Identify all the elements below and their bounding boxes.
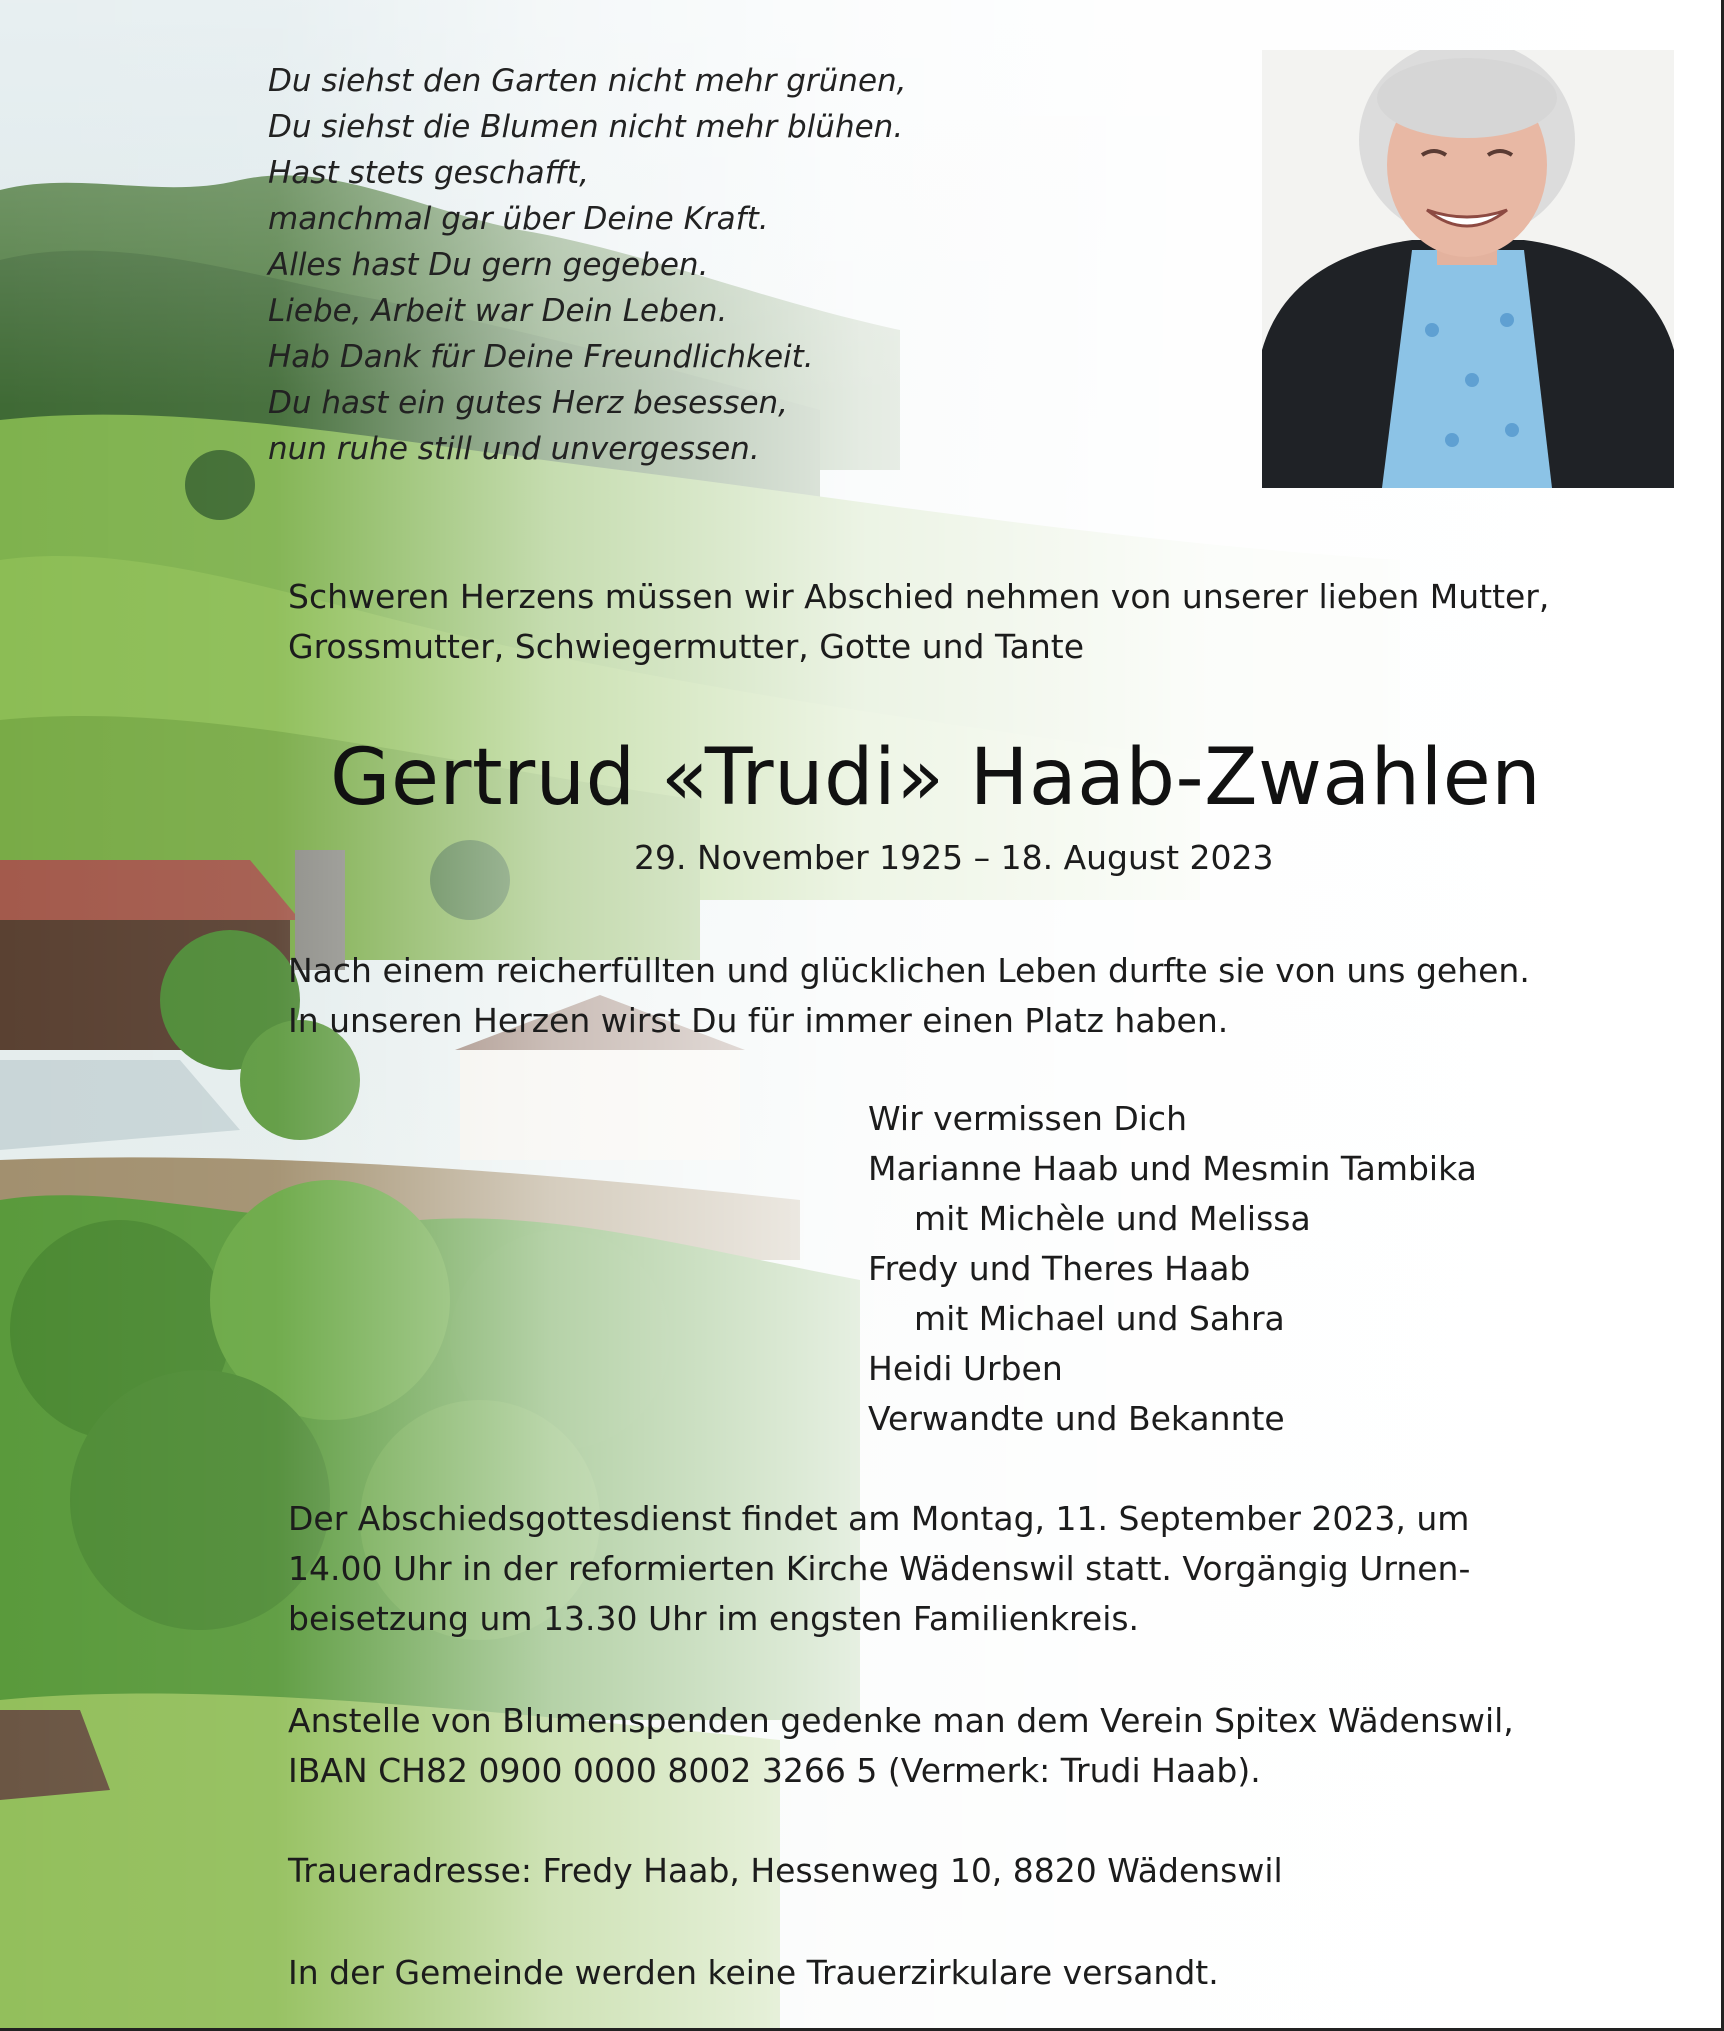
poem-line: Du hast ein gutes Herz besessen, — [268, 385, 789, 421]
deceased-name: Gertrud «Trudi» Haab-Zwahlen — [330, 733, 1542, 823]
donation-line: IBAN CH82 0900 0000 8002 3266 5 (Vermerk: Trudi Haab). — [288, 1751, 1261, 1790]
poem-line: Hab Dank für Deine Freundlichkeit. — [268, 339, 814, 375]
poem-line: Du siehst den Garten nicht mehr grünen, — [268, 63, 907, 99]
poem-line: manchmal gar über Deine Kraft. — [268, 201, 769, 237]
life-line: Nach einem reicherfüllten und glücklichen Leben durfte sie von uns gehen. — [288, 951, 1530, 990]
family-member: Marianne Haab und Mesmin Tambika — [868, 1149, 1477, 1188]
life-text — [288, 946, 1530, 1046]
intro-text — [288, 572, 1549, 672]
closing-line: In der Gemeinde werden keine Trauerzirkulare versandt. — [288, 1953, 1219, 1992]
intro-line: Grossmutter, Schwiegermutter, Gotte und Tante — [288, 627, 1085, 666]
life-line: In unseren Herzen wirst Du für immer einen Platz haben. — [288, 1001, 1229, 1040]
family-heading: Wir vermissen Dich — [868, 1099, 1187, 1138]
family-member: Heidi Urben — [868, 1349, 1063, 1388]
portrait-illustration — [1262, 50, 1674, 488]
poem-line: Du siehst die Blumen nicht mehr blühen. — [268, 109, 904, 145]
family-member: Fredy und Theres Haab — [868, 1249, 1251, 1288]
family-member: Verwandte und Bekannte — [868, 1399, 1285, 1438]
service-line: beisetzung um 13.30 Uhr im engsten Familienkreis. — [288, 1599, 1140, 1638]
mourning-address — [288, 1846, 1283, 1896]
service-line: Der Abschiedsgottesdienst findet am Montag, 11. September 2023, um — [288, 1499, 1470, 1538]
donation-info — [288, 1696, 1514, 1796]
donation-line: Anstelle von Blumenspenden gedenke man dem Verein Spitex Wädenswil, — [288, 1701, 1514, 1740]
poem-line: Liebe, Arbeit war Dein Leben. — [268, 293, 728, 329]
intro-line: Schweren Herzens müssen wir Abschied nehmen von unserer lieben Mutter, — [288, 577, 1550, 616]
family-member: mit Michael und Sahra — [914, 1299, 1285, 1338]
poem-line: Alles hast Du gern gegeben. — [268, 247, 709, 283]
service-line: 14.00 Uhr in der reformierten Kirche Wädenswil statt. Vorgängig Urnen- — [288, 1549, 1471, 1588]
family-member: mit Michèle und Melissa — [914, 1199, 1311, 1238]
family-list — [868, 1094, 1477, 1444]
closing-note — [288, 1948, 1219, 1998]
poem-line: Hast stets geschafft, — [268, 155, 589, 191]
address-line: Traueradresse: Fredy Haab, Hessenweg 10, 8820 Wädenswil — [288, 1851, 1283, 1890]
portrait-photo — [1262, 50, 1674, 488]
life-dates: 29. November 1925 – 18. August 2023 — [634, 838, 1274, 877]
poem-line: nun ruhe still und unvergessen. — [268, 431, 760, 467]
service-info — [288, 1494, 1470, 1644]
poem — [268, 58, 907, 472]
